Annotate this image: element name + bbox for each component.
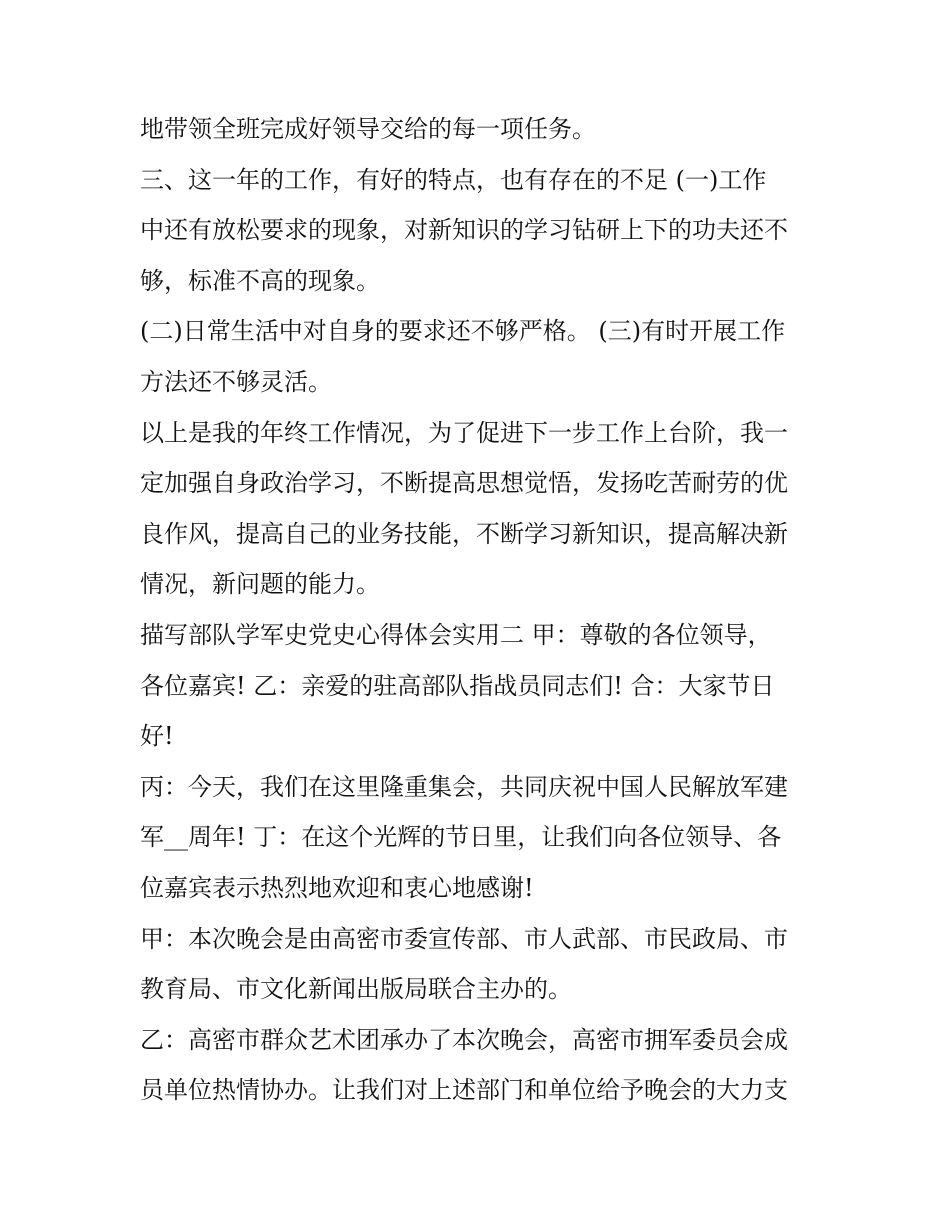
- text-line: 三、这一年的工作，有好的特点，也有存在的不足 (一)工作: [140, 165, 767, 194]
- text-line: 够，标准不高的现象。: [140, 266, 380, 295]
- text-line: 位嘉宾表示热烈地欢迎和衷心地感谢!: [140, 873, 534, 902]
- text-line: 好!: [140, 722, 174, 751]
- text-line: 定加强自身政治学习，不断提高思想觉悟，发扬吃苦耐劳的优: [140, 469, 788, 498]
- text-line: 描写部队学军史党史心得体会实用二 甲：尊敬的各位领导，: [140, 620, 772, 649]
- text-line: (二)日常生活中对自身的要求还不够严格。 (三)有时开展工作: [140, 317, 786, 346]
- text-line: 军__周年! 丁：在这个光辉的节日里，让我们向各位领导、各: [140, 823, 782, 852]
- text-line: 乙：高密市群众艺术团承办了本次晚会，高密市拥军委员会成: [140, 1025, 788, 1054]
- text-line: 各位嘉宾! 乙：亲爱的驻高部队指战员同志们! 合：大家节日: [140, 671, 775, 700]
- text-line: 员单位热情协办。让我们对上述部门和单位给予晚会的大力支: [140, 1076, 788, 1105]
- text-line: 中还有放松要求的现象，对新知识的学习钻研上下的功夫还不: [140, 216, 788, 245]
- text-line: 方法还不够灵活。: [140, 367, 332, 396]
- text-line: 地带领全班完成好领导交给的每一项任务。: [140, 115, 596, 143]
- text-line: 教育局、市文化新闻出版局联合主办的。: [140, 975, 572, 1004]
- text-line: 以上是我的年终工作情况，为了促进下一步工作上台阶，我一: [140, 418, 788, 447]
- text-line: 丙：今天，我们在这里隆重集会，共同庆祝中国人民解放军建: [140, 772, 788, 801]
- text-line: 良作风，提高自己的业务技能，不断学习新知识，提高解决新: [140, 519, 788, 548]
- document-body: [140, 104, 820, 1116]
- text-line: 情况，新问题的能力。: [140, 570, 380, 599]
- text-line: 甲：本次晚会是由高密市委宣传部、市人武部、市民政局、市: [140, 924, 788, 953]
